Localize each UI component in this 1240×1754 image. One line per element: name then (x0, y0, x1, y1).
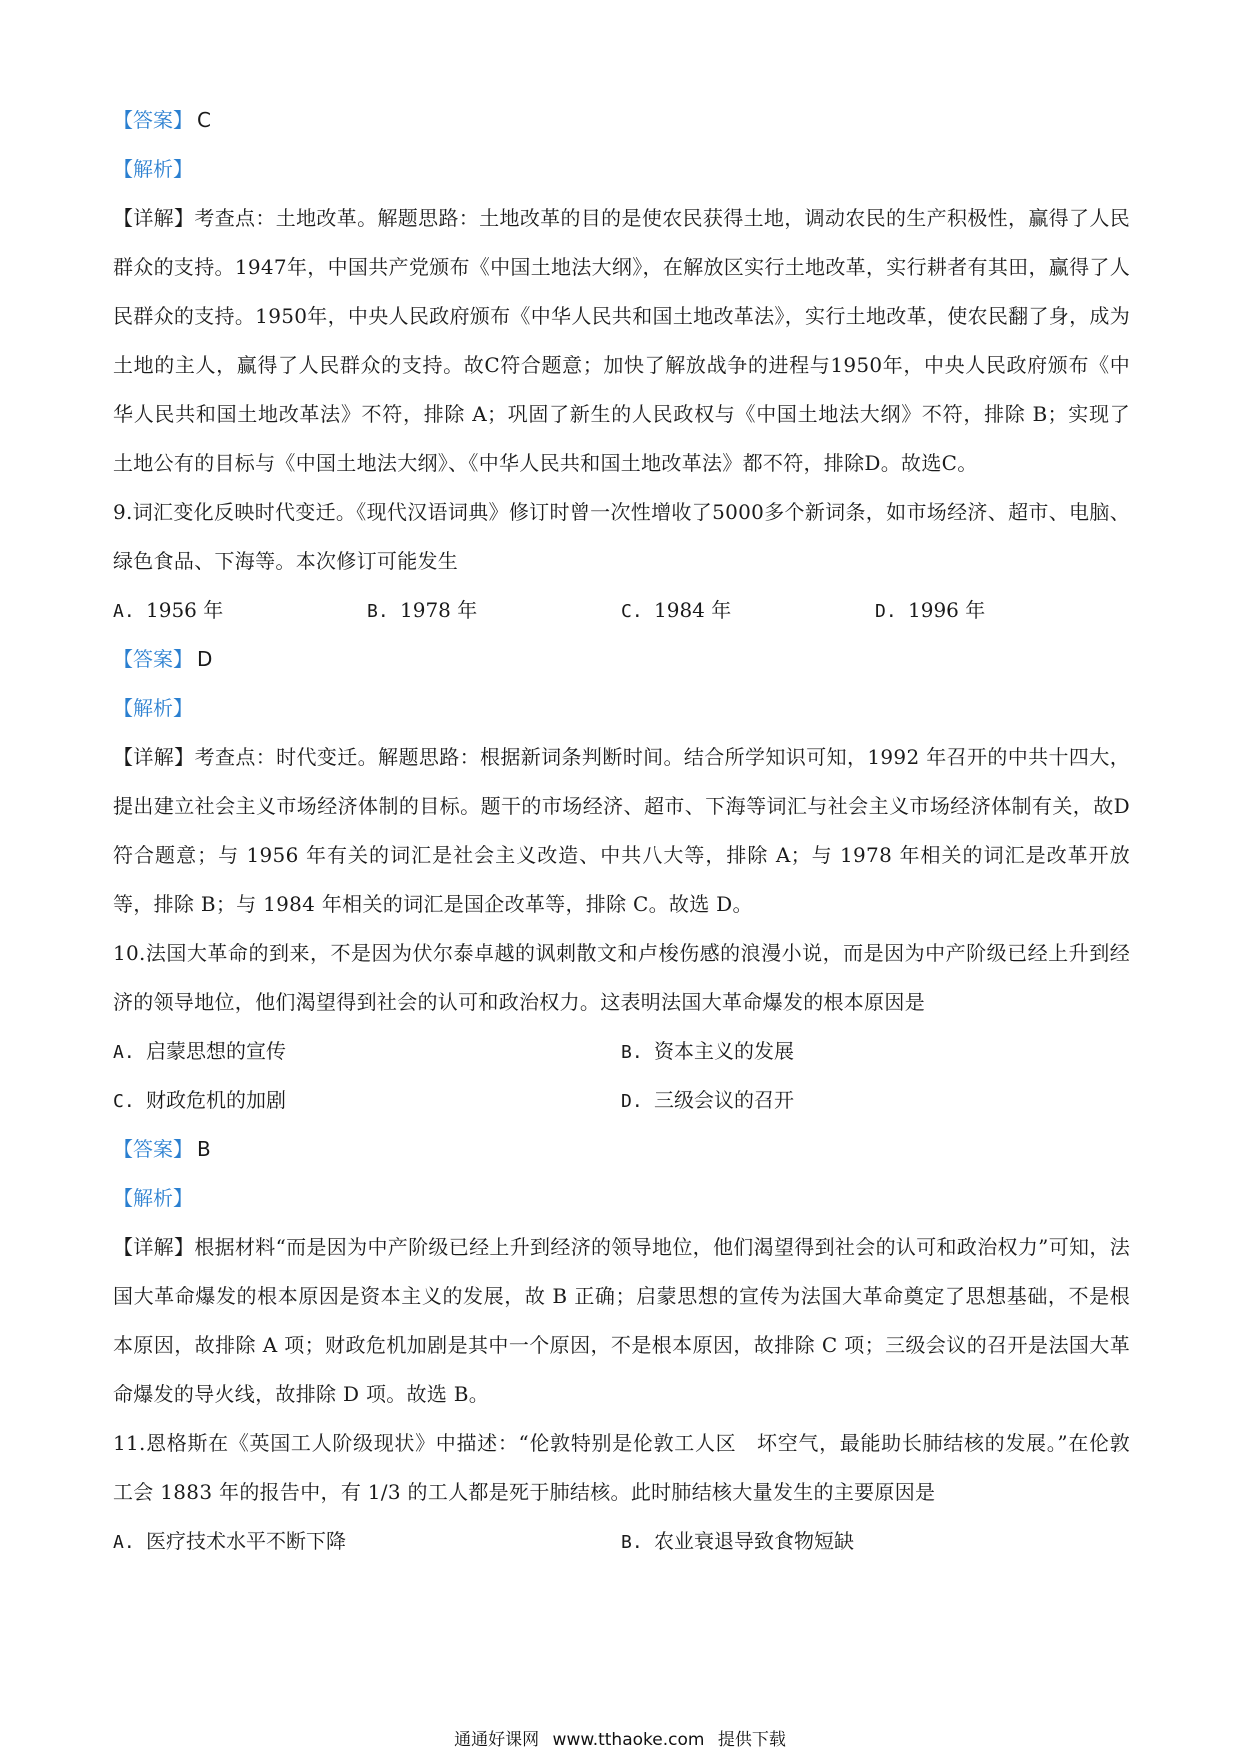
q10-options-row-2 (113, 1076, 1130, 1125)
footer-url[interactable]: www.tthaoke.com (552, 1730, 705, 1750)
option-d: D. 三级会议的召开 (621, 1088, 794, 1112)
detail-lead: 【详解】 (113, 206, 195, 230)
detail-text: 考查点：时代变迁。解题思路：根据新词条判断时间。结合所学知识可知，1992 年召开的中共十四大，提出建立社会主义市场经济体制的目标。题干的市场经济、超市、下海等词汇与社会主义市场经济体制有关，故D符合题意；与 1956 年有关的词汇是社会主义改造、中共八大等，排除 A；与 1978 年相关的词汇是改革开放等，排除 B；与 1984 年相关的词汇是国企改革等，排除 C。故选 D。 (113, 745, 1131, 916)
option-a: A. 1956 年 (113, 598, 224, 622)
answer-value: D (197, 647, 213, 671)
option-b: B. 资本主义的发展 (621, 1039, 794, 1063)
q10-detail (113, 1223, 1130, 1419)
q9-options (113, 586, 1130, 635)
analysis-tag: 【解析】 (113, 696, 193, 720)
detail-lead: 【详解】 (113, 1235, 195, 1259)
footer-site-name: 通通好课网 (454, 1730, 540, 1750)
q9-detail (113, 733, 1130, 929)
detail-lead: 【详解】 (113, 745, 195, 769)
option-a: A. 医疗技术水平不断下降 (113, 1529, 346, 1553)
q10-answer (113, 1125, 1130, 1174)
document-content (113, 96, 1130, 1566)
q11-options-row-1 (113, 1517, 1130, 1566)
option-d: D. 1996 年 (875, 598, 986, 622)
q11-stem: 11.恩格斯在《英国工人阶级现状》中描述：“伦敦特别是伦敦工人区 坏空气，最能助长肺结核的发展。”在伦敦工会 1883 年的报告中，有 1/3 的工人都是死于肺结核。此时肺结核大量发生的主要原因是 (113, 1431, 1130, 1504)
answer-value: B (197, 1137, 211, 1161)
q8-analysis (113, 145, 1130, 194)
option-c: C. 财政危机的加剧 (113, 1088, 286, 1112)
q10-stem: 10.法国大革命的到来，不是因为伏尔泰卓越的讽刺散文和卢梭伤感的浪漫小说，而是因为中产阶级已经上升到经济的领导地位，他们渴望得到社会的认可和政治权力。这表明法国大革命爆发的根本原因是 (113, 941, 1130, 1014)
option-c: C. 1984 年 (621, 598, 732, 622)
analysis-tag: 【解析】 (113, 1186, 193, 1210)
q9-analysis (113, 684, 1130, 733)
analysis-tag: 【解析】 (113, 157, 193, 181)
answer-value: C (197, 108, 211, 132)
footer-action: 提供下载 (717, 1730, 786, 1750)
option-b: B. 农业衰退导致食物短缺 (621, 1529, 854, 1553)
answer-tag: 【答案】 (113, 108, 193, 132)
q8-detail (113, 194, 1130, 488)
page-footer (0, 1725, 1240, 1750)
option-b: B. 1978 年 (367, 598, 478, 622)
option-a: A. 启蒙思想的宣传 (113, 1039, 286, 1063)
q8-answer (113, 96, 1130, 145)
answer-tag: 【答案】 (113, 1137, 193, 1161)
q10-analysis (113, 1174, 1130, 1223)
detail-text: 考查点：土地改革。解题思路：土地改革的目的是使农民获得土地，调动农民的生产积极性，赢得了人民群众的支持。1947年，中国共产党颁布《中国土地法大纲》，在解放区实行土地改革，实行耕者有其田，赢得了人民群众的支持。1950年，中央人民政府颁布《中华人民共和国土地改革法》，实行土地改革，使农民翻了身，成为土地的主人，赢得了人民群众的支持。故C符合题意；加快了解放战争的进程与1950年，中央人民政府颁布《中华人民共和国土地改革法》不符，排除 A；巩固了新生的人民政权与《中国土地法大纲》不符，排除 B；实现了土地公有的目标与《中国土地法大纲》、《中华人民共和国土地改革法》都不符，排除D。故选C。 (113, 206, 1130, 475)
q9-stem: 9.词汇变化反映时代变迁。《现代汉语词典》修订时曾一次性增收了5000多个新词条，如市场经济、超市、电脑、绿色食品、下海等。本次修订可能发生 (113, 500, 1130, 573)
detail-text: 根据材料“而是因为中产阶级已经上升到经济的领导地位，他们渴望得到社会的认可和政治权力”可知，法国大革命爆发的根本原因是资本主义的发展，故 B 正确；启蒙思想的宣传为法国大革命奠定了思想基础，不是根本原因，故排除 A 项；财政危机加剧是其中一个原因，不是根本原因，故排除 C 项；三级会议的召开是法国大革命爆发的导火线，故排除 D 项。故选 B。 (113, 1235, 1130, 1406)
q9-answer (113, 635, 1130, 684)
answer-tag: 【答案】 (113, 647, 193, 671)
q10-options-row-1 (113, 1027, 1130, 1076)
